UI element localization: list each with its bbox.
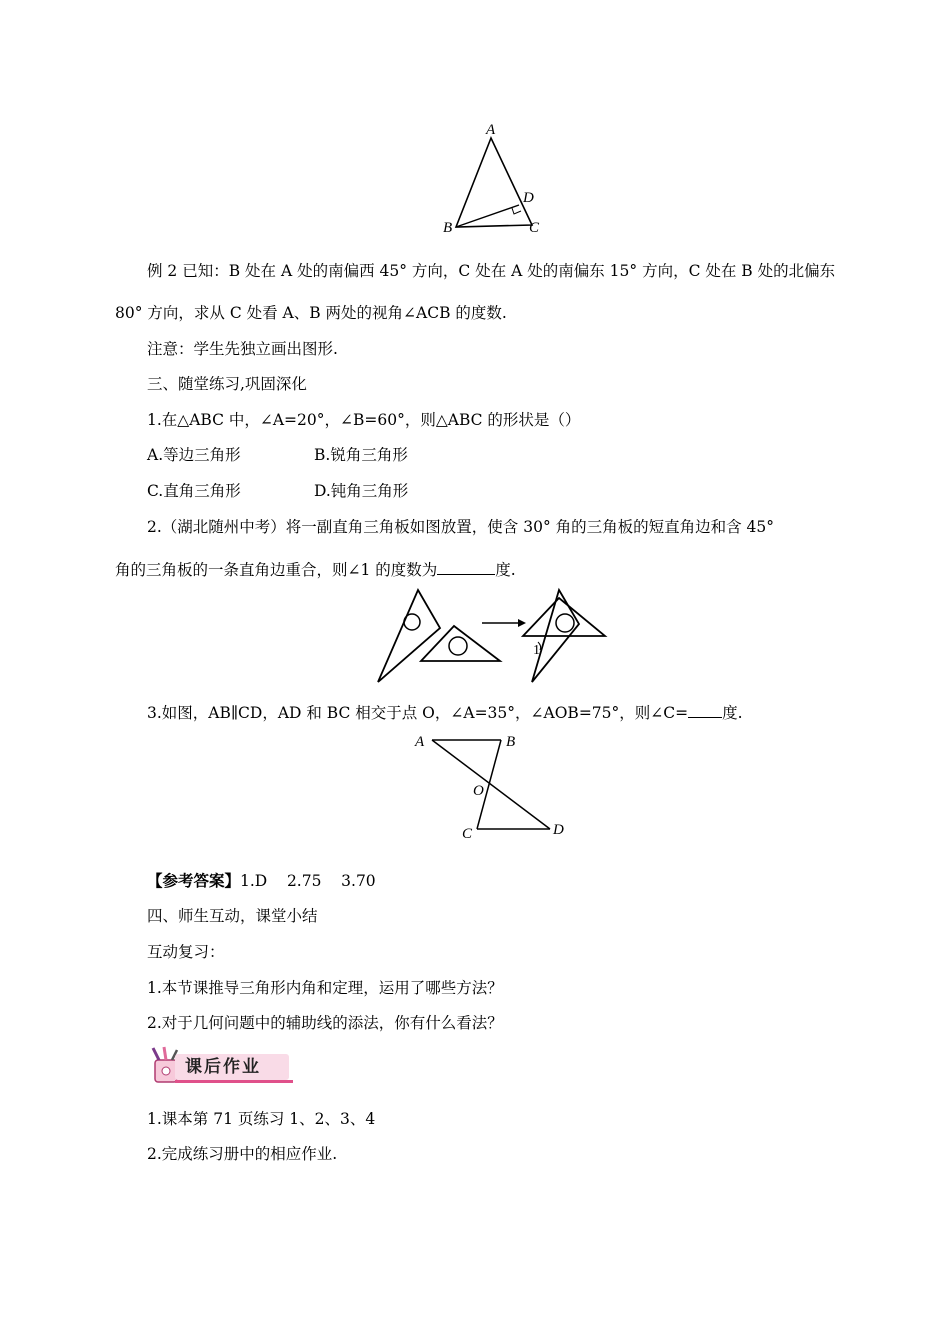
example2-note: 注意：学生先独立画出图形. bbox=[147, 340, 338, 358]
homework-badge-underline bbox=[175, 1080, 293, 1083]
label-b: B bbox=[443, 220, 453, 236]
label-d: D bbox=[523, 190, 534, 206]
q1-option-a: A.等边三角形 bbox=[147, 446, 241, 464]
angle-1-label: 1 bbox=[533, 643, 540, 658]
homework-item1: 1.课本第 71 页练习 1、2、3、4 bbox=[147, 1110, 376, 1128]
homework-badge bbox=[147, 1046, 293, 1086]
label-o: O bbox=[473, 783, 484, 799]
section4-q1: 1.本节课推导三角形内角和定理，运用了哪些方法？ bbox=[147, 979, 503, 997]
q3-line bbox=[147, 702, 743, 723]
label-c: C bbox=[529, 220, 540, 236]
answers-label: 【参考答案】 bbox=[147, 871, 241, 890]
homework-badge-text: 课后作业 bbox=[185, 1057, 261, 1077]
parallel-lines-figure bbox=[410, 730, 575, 845]
label-a: A bbox=[486, 122, 496, 138]
answers-values: 1.D 2.75 3.70 bbox=[240, 872, 376, 890]
q3-text: 3.如图，AB∥CD，AD 和 BC 相交于点 O，∠A=35°，∠AOB=75°，则∠C= bbox=[147, 704, 689, 722]
label-d: D bbox=[553, 822, 564, 838]
q2-line2-end: 度. bbox=[495, 561, 516, 579]
q1-option-d: D.钝角三角形 bbox=[314, 482, 409, 500]
q3-answer-blank bbox=[688, 702, 722, 718]
q1-stem: 1.在△ABC 中，∠A=20°，∠B=60°，则△ABC 的形状是（） bbox=[147, 411, 581, 429]
reference-answers bbox=[147, 871, 376, 891]
q3-end: 度. bbox=[722, 704, 743, 722]
section4-subheading: 互动复习： bbox=[147, 943, 225, 961]
q2-answer-blank bbox=[437, 559, 495, 575]
label-a: A bbox=[415, 734, 425, 750]
q1-option-b: B.锐角三角形 bbox=[314, 446, 408, 464]
label-b: B bbox=[506, 734, 516, 750]
section4-heading: 四、师生互动，课堂小结 bbox=[147, 907, 318, 925]
q2-line2-text: 角的三角板的一条直角边重合，则∠1 的度数为 bbox=[115, 561, 438, 579]
triangle-abc-figure bbox=[440, 120, 550, 238]
q2-line2 bbox=[115, 559, 516, 580]
q1-option-c: C.直角三角形 bbox=[147, 482, 241, 500]
label-c: C bbox=[462, 826, 473, 842]
example2-line1: 例 2 已知：B 处在 A 处的南偏西 45° 方向，C 处在 A 处的南偏东 15° 方向，C 处在 B 处的北偏东 bbox=[147, 262, 836, 280]
section3-heading: 三、随堂练习,巩固深化 bbox=[147, 375, 307, 393]
homework-item2: 2.完成练习册中的相应作业. bbox=[147, 1145, 338, 1163]
q2-line1: 2.（湖北随州中考）将一副直角三角板如图放置，使含 30° 角的三角板的短直角边和含 45° bbox=[147, 518, 775, 536]
section4-q2: 2.对于几何问题中的辅助线的添法，你有什么看法？ bbox=[147, 1014, 503, 1032]
example2-line2: 80° 方向，求从 C 处看 A、B 两处的视角∠ACB 的度数. bbox=[115, 304, 507, 322]
set-squares-figure bbox=[372, 586, 612, 686]
arrow-head bbox=[518, 619, 526, 627]
